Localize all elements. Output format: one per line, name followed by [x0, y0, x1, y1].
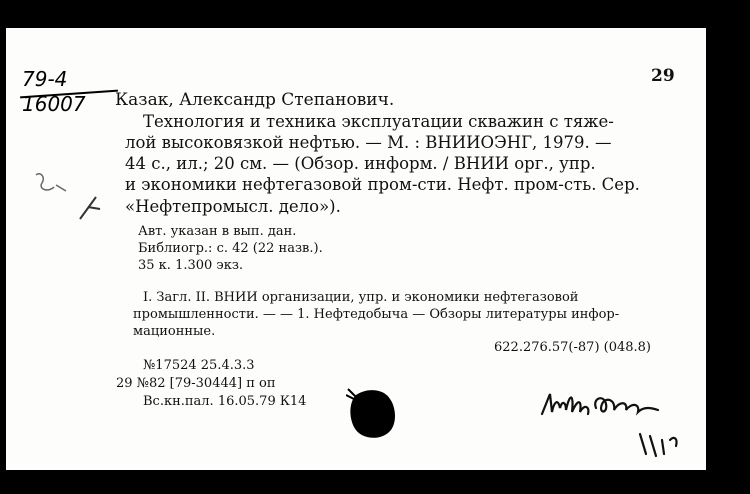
description-line: Технология и техника эксплуатации скважин с тяже- [143, 112, 614, 131]
page-number: 29 [651, 66, 675, 86]
detail-line: Библиогр.: с. 42 (22 назв.). [138, 241, 323, 256]
detail-line: 35 к. 1.300 экз. [138, 258, 244, 273]
registry-line: Вс.кн.пал. 16.05.79 К14 [143, 394, 307, 409]
subject-line: I. Загл. II. ВНИИ организации, упр. и экономики нефтегазовой [143, 290, 579, 305]
description-line: 44 с., ил.; 20 см. — (Обзор. информ. / ВНИИ орг., упр. [125, 154, 596, 173]
description-line: лой высоковязкой нефтью. — М. : ВНИИОЭНГ, 1979. — [125, 133, 612, 152]
registry-line: 29 №82 [79-30444] п оп [116, 376, 276, 391]
detail-line: Авт. указан в вып. дан. [138, 224, 297, 239]
pencil-mark [26, 163, 112, 223]
catalog-card [6, 28, 706, 470]
handwritten-code-top: 79-4 [22, 67, 68, 91]
author-heading: Казак, Александр Степанович. [115, 90, 395, 110]
registry-line: №17524 25.4.3.3 [143, 358, 255, 373]
udc-code: 622.276.57(-87) (048.8) [494, 340, 652, 355]
handwritten-signature [536, 384, 696, 464]
description-line: и экономики нефтегазовой пром-сти. Нефт. пром-сть. Сер. [125, 175, 640, 194]
subject-line: промышленности. — — 1. Нефтедобыча — Обзоры литературы инфор- [133, 307, 620, 322]
subject-line: мационные. [133, 324, 216, 339]
description-line: «Нефтепромысл. дело»). [125, 197, 341, 216]
handwritten-code-bottom: 16007 [22, 92, 86, 116]
ink-blot [346, 385, 398, 441]
